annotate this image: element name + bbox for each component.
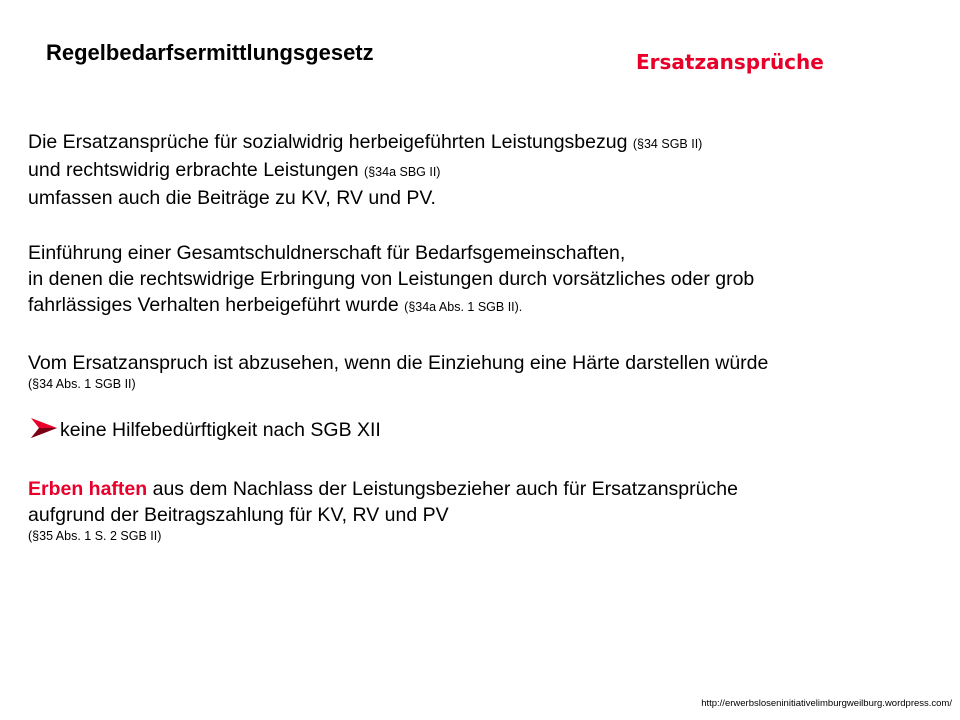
body-text: und rechtswidrig erbrachte Leistungen [28, 159, 359, 181]
paragraph-haerte [28, 350, 768, 392]
footer-url: http://erwerbsloseninitiativelimburgweilburg.wordpress.com/ [701, 698, 952, 709]
paragraph-line: Einführung einer Gesamtschuldnerschaft für Bedarfsgemeinschaften, [28, 242, 626, 264]
highlight-text: Erben haften [28, 478, 148, 500]
body-text: aus dem Nachlass der Leistungsbezieher auch für Ersatzansprüche [152, 478, 738, 500]
paragraph-line [28, 292, 754, 320]
body-text: fahrlässiges Verhalten herbeigeführt wurde [28, 294, 399, 316]
legal-reference: (§35 Abs. 1 S. 2 SGB II) [28, 529, 162, 543]
paragraph-line [28, 476, 738, 502]
body-text: Die Ersatzansprüche für sozialwidrig herbeigeführten Leistungsbezug [28, 131, 628, 153]
legal-reference: (§34 Abs. 1 SGB II) [28, 377, 136, 391]
slide-subtitle: Ersatzansprüche [636, 50, 824, 74]
paragraph-gesamtschuldnerschaft [28, 240, 754, 320]
body-text: umfassen auch die Beiträge zu KV, RV und PV. [28, 187, 436, 209]
paragraph-line: Vom Ersatzanspruch ist abzusehen, wenn die Einziehung eine Härte darstellen würde [28, 352, 769, 374]
slide-title: Regelbedarfsermittlungsgesetz [46, 40, 374, 65]
paragraph-line [28, 129, 702, 157]
arrow-bullet-icon [30, 415, 60, 441]
paragraph-line [28, 157, 702, 185]
paragraph-ersatzansprueche [28, 129, 702, 211]
paragraph-line: aufgrund der Beitragszahlung für KV, RV und PV [28, 504, 449, 526]
paragraph-line: in denen die rechtswidrige Erbringung von Leistungen durch vorsätzliches oder grob [28, 268, 755, 290]
legal-reference: (§34 SGB II) [632, 137, 703, 151]
legal-reference: (§34a Abs. 1 SGB II). [404, 300, 523, 314]
paragraph-line [28, 185, 702, 211]
legal-reference: (§34a SBG II) [364, 165, 441, 179]
paragraph-erben [28, 476, 738, 544]
bullet-text: keine Hilfebedürftigkeit nach SGB XII [60, 419, 381, 441]
